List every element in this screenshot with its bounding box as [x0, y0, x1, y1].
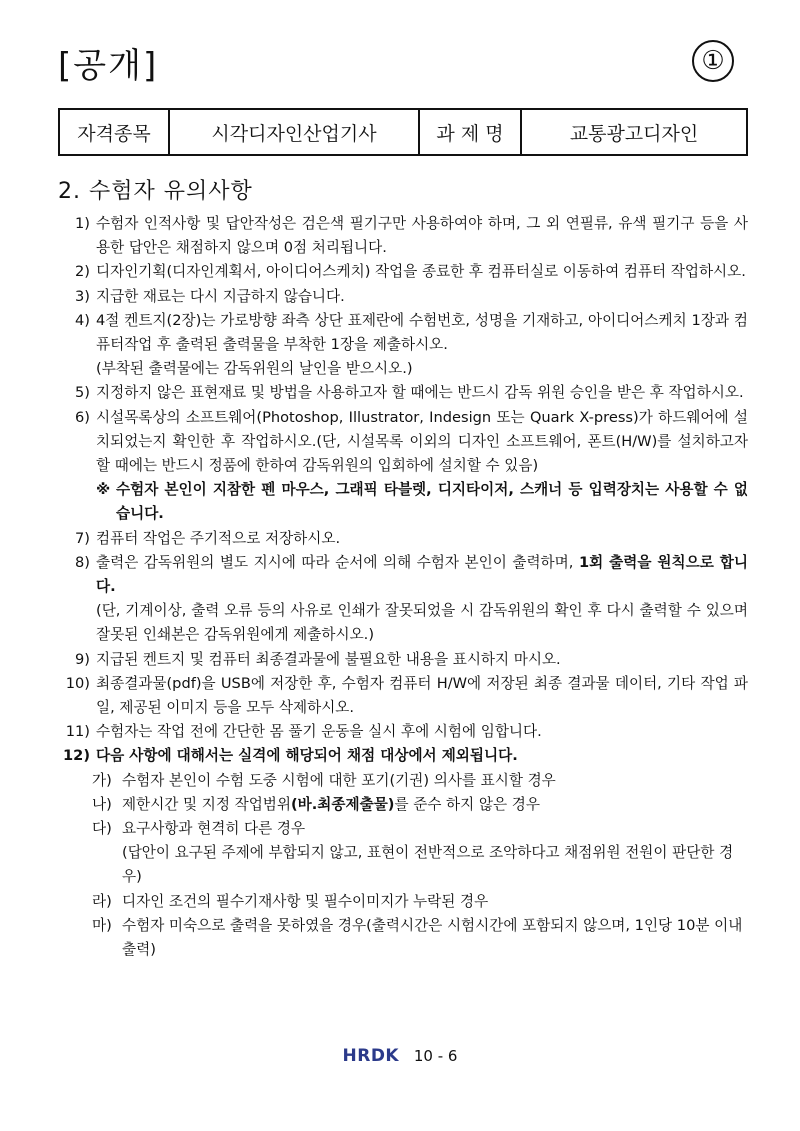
item-text: 컴퓨터 작업은 주기적으로 저장하시오.: [96, 529, 341, 547]
label-qualification: 자격종목: [59, 109, 169, 155]
item-number: 10): [65, 674, 90, 692]
list-item: [60, 285, 748, 309]
sub-item: [60, 769, 748, 793]
disqualification-heading: 다음 사항에 대해서는 실격에 해당되어 채점 대상에서 제외됩니다.: [96, 747, 518, 765]
item-number: 7): [75, 529, 90, 547]
sub-item: [60, 817, 748, 841]
list-item: [60, 527, 748, 551]
instructions-body: [60, 212, 748, 962]
page-circle-number: ①: [692, 40, 734, 82]
sub-item: [60, 914, 748, 962]
sub-item-note: (답안이 요구된 주제에 부합되지 않고, 표현이 전반적으로 조악하다고 채점위원 전원이 판단한 경우): [122, 844, 734, 886]
item-number: 2): [75, 263, 90, 281]
disclosure-label: [공개]: [58, 46, 159, 86]
sub-item-mark: 가): [92, 771, 112, 789]
item-text: 디자인기획(디자인계획서, 아이디어스케치) 작업을 종료한 후 컴퓨터실로 이동하여 컴퓨터 작업하시오.: [96, 263, 746, 281]
list-item: [60, 648, 748, 672]
item-text: 지급한 재료는 다시 지급하지 않습니다.: [96, 287, 345, 305]
list-item: [60, 212, 748, 260]
sub-item-text: 디자인 조건의 필수기재사항 및 필수이미지가 누락된 경우: [122, 892, 489, 910]
info-table: [58, 108, 748, 156]
sub-item-mark: 마): [92, 916, 112, 934]
list-item-note: [60, 478, 748, 526]
item-text-main: 4절 켄트지(2장)는 가로방향 좌측 상단 표제란에 수험번호, 성명을 기재하고, 아이디어스케치 1장과 컴퓨터작업 후 출력된 출력물을 부착한 1장을 제출하시오.: [96, 311, 748, 354]
list-item: [60, 720, 748, 744]
item-text: 최종결과물(pdf)을 USB에 저장한 후, 수험자 컴퓨터 H/W에 저장된 최종 결과물 데이터, 기타 작업 파일, 제공된 이미지 등을 모두 삭제하시오.: [96, 674, 748, 717]
item-text: [96, 551, 748, 648]
list-item: [60, 551, 748, 648]
sub-item-mark: 라): [92, 892, 112, 910]
item-number: 5): [75, 384, 90, 402]
item-number: 1): [75, 215, 90, 232]
item-number: 8): [75, 553, 90, 571]
sub-item-emphasis: (바.최종제출물): [291, 795, 395, 813]
item-text: 시설목록상의 소프트웨어(Photoshop, Illustrator, Indesign 또는 Quark X-press)가 하드웨어에 설치되었는지 확인한 후 작업하시오.(단, 시설목록 이외의 디자인 소프트웨어, 폰트(H/W)를 설치하고자 할 때에는 반드시 정품에 한하여 감독위원의 입회하에 설치할 수 있음): [96, 408, 748, 475]
sub-item-text: 제한시간 및 지정 작업범위(바.최종제출물)를 준수 하지 않은 경우: [122, 795, 540, 813]
list-item: [60, 381, 748, 405]
sub-item-text: 수험자 본인이 수험 도중 시험에 대한 포기(기권) 의사를 표시할 경우: [122, 771, 556, 789]
item-number: 6): [75, 408, 90, 426]
input-device-note: [96, 478, 748, 526]
item-text: 수험자는 작업 전에 간단한 몸 풀기 운동을 실시 후에 시험에 임합니다.: [96, 723, 542, 741]
item-number: 4): [75, 311, 90, 329]
item-text: [96, 309, 748, 382]
list-item: [60, 309, 748, 382]
label-task: 과 제 명: [419, 109, 521, 155]
item-text-main: 출력은 감독위원의 별도 지시에 따라 순서에 의해 수험자 본인이 출력하며,: [96, 553, 579, 571]
section-title: 2. 수험자 유의사항: [58, 179, 253, 204]
item-text: 수험자 인적사항 및 답안작성은 검은색 필기구만 사용하여야 하며, 그 외 연필류, 유색 필기구 등을 사용한 답안은 채점하지 않으며 0점 처리됩니다.: [96, 215, 748, 257]
page-footer: [0, 1046, 800, 1066]
list-item: [60, 406, 748, 479]
reference-mark: ※: [96, 481, 111, 499]
list-item: [60, 260, 748, 284]
list-item: [60, 672, 748, 720]
item-number: 12): [63, 747, 90, 765]
item-text-note: (부착된 출력물에는 감독위원의 날인을 받으시오.): [96, 360, 413, 378]
note-text: 수험자 본인이 지참한 펜 마우스, 그래픽 타블렛, 디지타이저, 스캐너 등 입력장치는 사용할 수 없습니다.: [116, 481, 748, 523]
item-number: 9): [75, 650, 90, 668]
sub-item-text: 수험자 미숙으로 출력을 못하였을 경우(출력시간은 시험시간에 포함되지 않으며, 1인당 10분 이내 출력): [122, 916, 743, 959]
task-value: 교통광고디자인: [521, 109, 747, 155]
sub-item: [60, 890, 748, 914]
item-text: 지정하지 않은 표현재료 및 방법을 사용하고자 할 때에는 반드시 감독 위원 승인을 받은 후 작업하시오.: [96, 384, 744, 402]
item-text-note: (단, 기계이상, 출력 오류 등의 사유로 인쇄가 잘못되었을 시 감독위원의 확인 후 다시 출력할 수 있으며 잘못된 인쇄본은 감독위원에게 제출하시오.): [96, 602, 748, 644]
item-number: 3): [75, 287, 90, 305]
item-number: 11): [65, 723, 90, 741]
sub-item-mark: 다): [92, 820, 112, 838]
item-text-emphasis: 1회 출력을 원칙으로 합니다.: [96, 553, 749, 596]
sub-item-mark: 나): [92, 795, 112, 813]
list-item: [60, 744, 748, 768]
item-text: 지급된 켄트지 및 컴퓨터 최종결과물에 불필요한 내용을 표시하지 마시오.: [96, 650, 561, 668]
sub-item-text: 요구사항과 현격히 다른 경우: [122, 820, 306, 838]
hrdk-logo: HRDK: [342, 1046, 400, 1066]
page-number: 10 - 6: [413, 1047, 458, 1065]
sub-item: [60, 793, 748, 817]
qualification-value: 시각디자인산업기사: [169, 109, 419, 155]
